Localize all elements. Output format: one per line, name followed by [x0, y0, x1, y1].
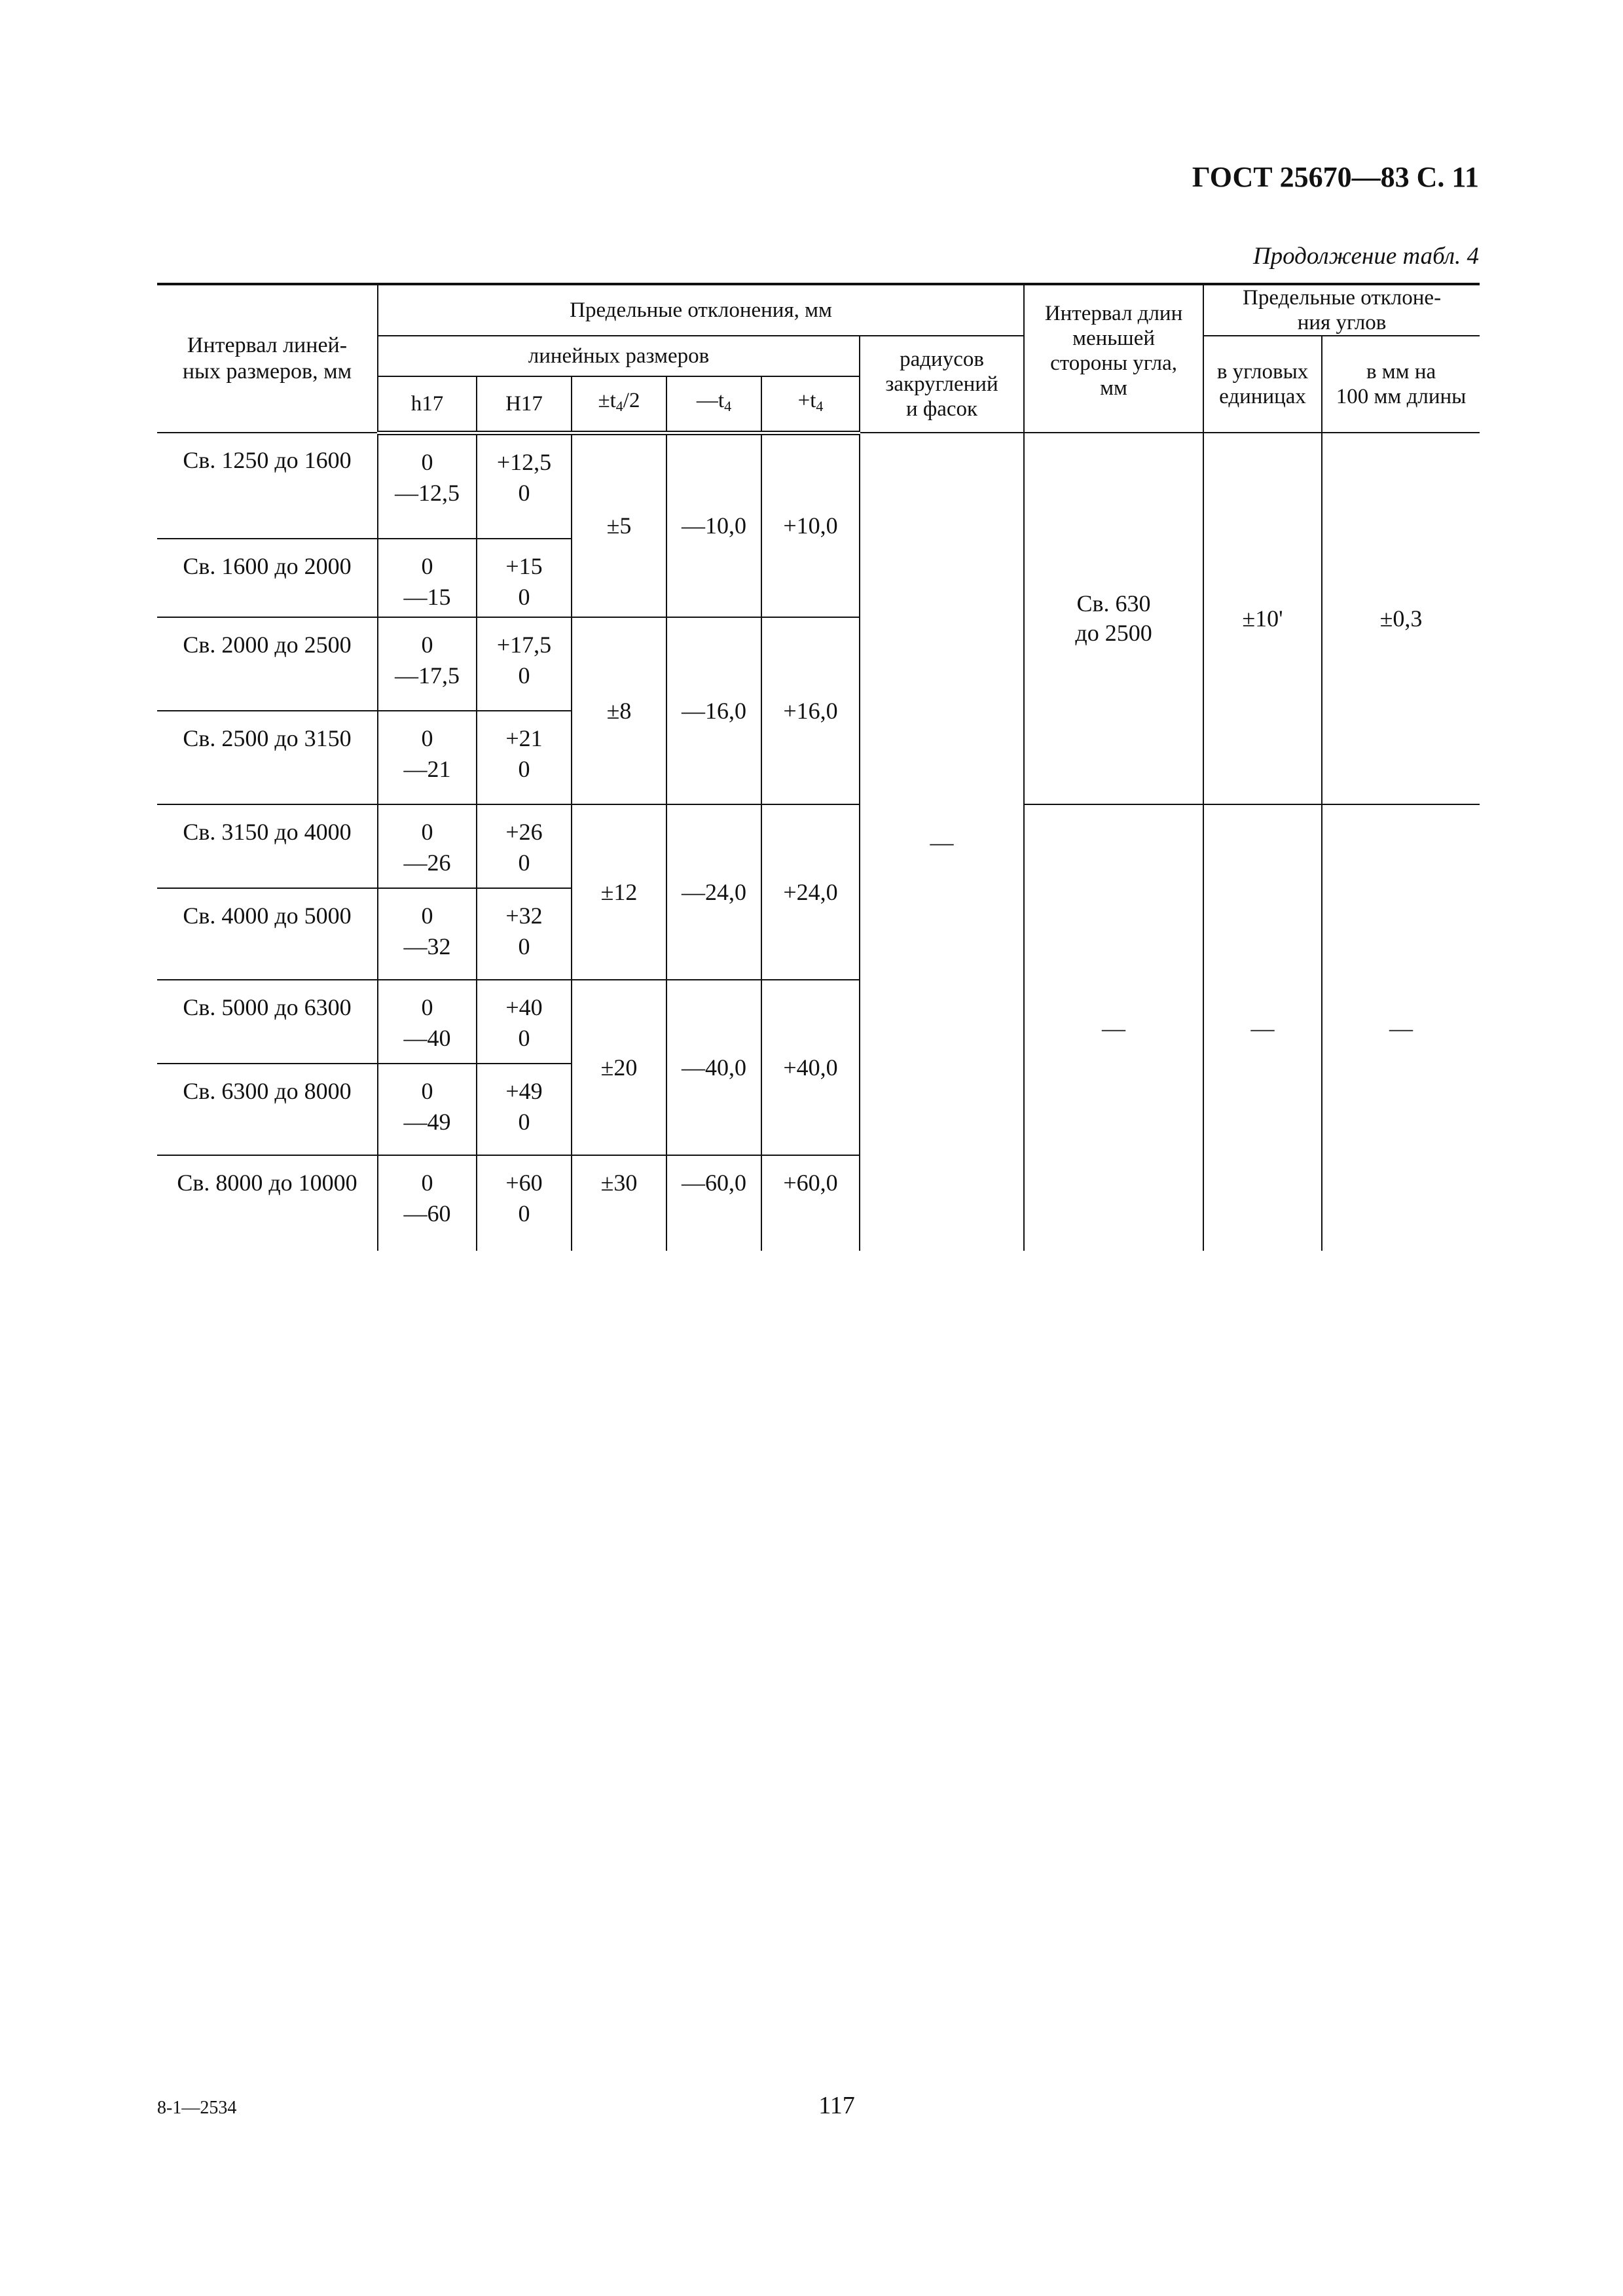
pm-t4-half-value: ±20 [572, 980, 666, 1155]
angle-interval-dash: — [1024, 804, 1203, 1251]
H17-cell: +40 0 [477, 980, 572, 1064]
plus-t4-value: +16,0 [761, 617, 860, 804]
minus-t4-value: —16,0 [666, 617, 761, 804]
h17-cell: 0 —12,5 [378, 433, 477, 539]
radius-value: — [860, 433, 1024, 1251]
plus-t4-value: +60,0 [761, 1155, 860, 1251]
angle-units-value: ±10' [1203, 433, 1322, 804]
row-interval: Св. 1250 до 1600 [157, 433, 378, 539]
h17-cell: 0 —49 [378, 1064, 477, 1155]
minus-t4-value: —60,0 [666, 1155, 761, 1251]
h17-cell: 0 —32 [378, 888, 477, 980]
h17-cell: 0 —17,5 [378, 617, 477, 711]
header-pm-t4-half: $\pm t_4/2$ [572, 376, 666, 433]
H17-cell: +12,5 0 [477, 433, 572, 539]
h17-cell: 0 —21 [378, 711, 477, 804]
H17-cell: +15 0 [477, 539, 572, 617]
pm-t4-half-value: ±12 [572, 804, 666, 980]
header-interval: Интервал линей- ных размеров, мм [157, 284, 378, 433]
pm-t4-half-value: ±30 [572, 1155, 666, 1251]
angle-interval-value: Св. 630 до 2500 [1024, 433, 1203, 804]
page-number: 117 [818, 2092, 855, 2119]
H17-cell: +60 0 [477, 1155, 572, 1251]
header-limit-deviations: Предельные отклонения, мм [378, 284, 1024, 336]
header-linear-sizes: линейных размеров [378, 336, 860, 376]
angle-mm-dash: — [1322, 804, 1480, 1251]
angle-units-dash: — [1203, 804, 1322, 1251]
row-interval: Св. 4000 до 5000 [157, 888, 378, 980]
minus-t4-value: —10,0 [666, 433, 761, 617]
table-continuation-label: Продолжение табл. 4 [1252, 243, 1479, 270]
header-h17: h17 [378, 376, 477, 433]
row-interval: Св. 5000 до 6300 [157, 980, 378, 1064]
H17-cell: +17,5 0 [477, 617, 572, 711]
pm-t4-half-value: ±8 [572, 617, 666, 804]
tolerance-table [157, 283, 1480, 1251]
header-H17: H17 [477, 376, 572, 433]
row-interval: Св. 1600 до 2000 [157, 539, 378, 617]
plus-t4-value: +10,0 [761, 433, 860, 617]
h17-cell: 0 —60 [378, 1155, 477, 1251]
plus-t4-value: +24,0 [761, 804, 860, 980]
header-angle-mm: в мм на 100 мм длины [1322, 336, 1480, 433]
header-angle-units: в угловых единицах [1203, 336, 1322, 433]
row-interval: Св. 6300 до 8000 [157, 1064, 378, 1155]
plus-t4-value: +40,0 [761, 980, 860, 1155]
h17-cell: 0 —26 [378, 804, 477, 888]
header-plus-t4: $+t_4$ [761, 376, 860, 433]
row-interval: Св. 8000 до 10000 [157, 1155, 378, 1251]
header-minus-t4: $—t_4$ [666, 376, 761, 433]
minus-t4-value: —24,0 [666, 804, 761, 980]
minus-t4-value: —40,0 [666, 980, 761, 1155]
h17-cell: 0 —40 [378, 980, 477, 1064]
H17-cell: +26 0 [477, 804, 572, 888]
header-angle-interval: Интервал длин меньшей стороны угла, мм [1024, 284, 1203, 433]
h17-cell: 0 —15 [378, 539, 477, 617]
angle-mm-value: ±0,3 [1322, 433, 1480, 804]
row-interval: Св. 2500 до 3150 [157, 711, 378, 804]
page-title: ГОСТ 25670—83 С. 11 [1192, 161, 1479, 193]
H17-cell: +49 0 [477, 1064, 572, 1155]
header-radius: радиусов закруглений и фасок [860, 336, 1024, 433]
H17-cell: +21 0 [477, 711, 572, 804]
print-code: 8-1—2534 [157, 2098, 237, 2118]
H17-cell: +32 0 [477, 888, 572, 980]
pm-t4-half-value: ±5 [572, 433, 666, 617]
header-angle-deviations: Предельные отклоне- ния углов [1203, 284, 1480, 336]
row-interval: Св. 3150 до 4000 [157, 804, 378, 888]
row-interval: Св. 2000 до 2500 [157, 617, 378, 711]
